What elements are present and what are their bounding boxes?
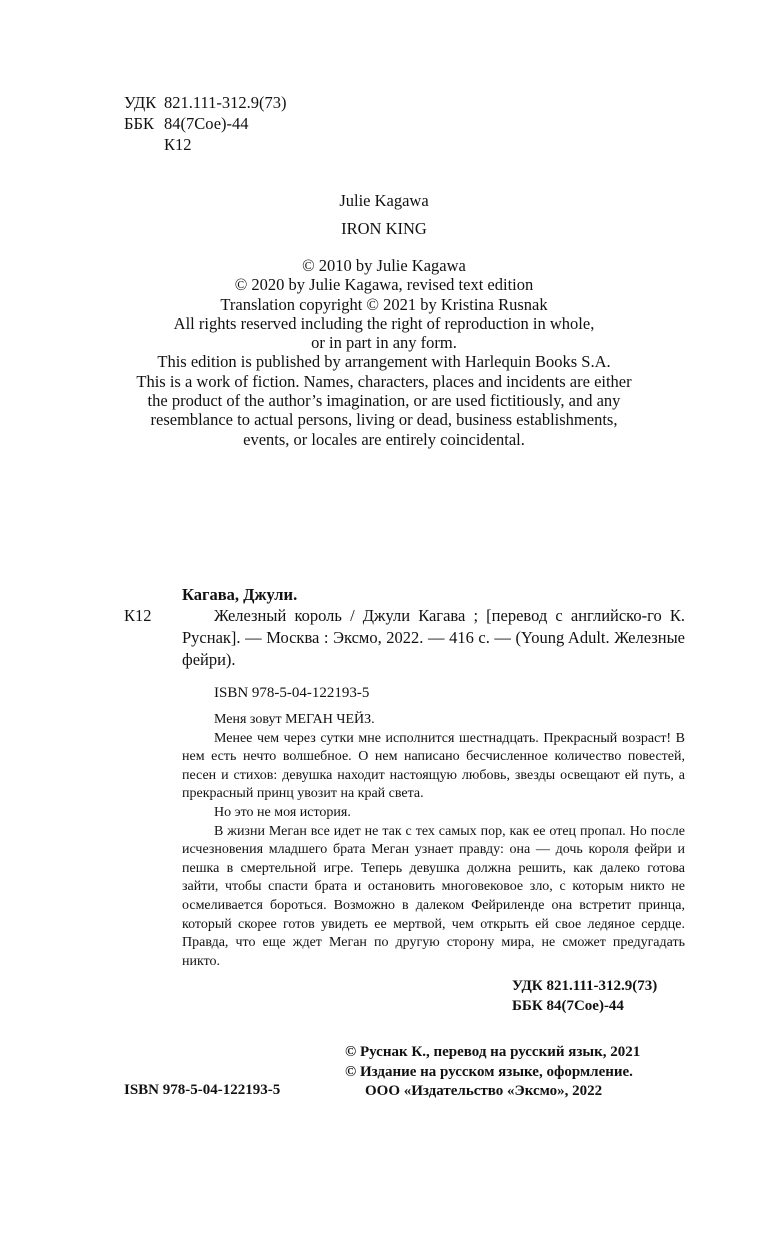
original-author: Julie Kagawa [339, 191, 429, 210]
copyright-line: This is a work of fiction. Names, characters, places and incidents are either [136, 371, 632, 391]
annotation-paragraph: Менее чем через сутки мне исполнится шестнадцать. Прекрасный возраст! В нем есть нечто волшебное. О нем написано бесчисленное количество повестей, песен и стихов: девушка находит настоящую любовь, звезды освещают ей путь, а прекрасный принц увозит на край света. [182, 730, 685, 802]
author-sign: К12 [164, 135, 192, 154]
copyright-line: © 2020 by Julie Kagawa, revised text edition [234, 275, 534, 295]
copyright-line: This edition is published by arrangement with Harlequin Books S.A. [157, 352, 611, 372]
udk-row [124, 92, 287, 113]
publisher-copyright-line: ООО «Издательство «Эксмо», 2022 [365, 1083, 603, 1099]
biblio-description [182, 605, 685, 671]
copyright-line: All rights reserved including the right of reproduction in whole, [173, 313, 595, 333]
biblio-isbn: ISBN 978-5-04-122193-5 [214, 685, 370, 701]
classification-codes [124, 92, 287, 155]
footer-isbn: ISBN 978-5-04-122193-5 [124, 1082, 281, 1098]
publisher-copyright [345, 1043, 640, 1102]
annotation-paragraph: В жизни Меган все идет не так с тех самых пор, как ее отец пропал. Но после исчезновения младшего брата Меган узнает правду: она — дочь короля фейри и пешка в смертельной игре. Теперь девушка должна решить, как далеко готова зайти, чтобы спасти брата и остановить многовековое зло, с которым никто не осмеливается бороться. Возможно в далеком Фейриленде она встретит принца, который скорее готов увидеть ее мертвой, чем открыть ей свое ледяное сердце. Правда, что еще ждет Меган по другую сторону мира, не сможет предугадать никто. [182, 823, 685, 969]
original-title: IRON KING [341, 219, 427, 238]
biblio-author-heading: Кагава, Джули. [182, 585, 298, 604]
udk-value: 821.111-312.9(73) [164, 93, 287, 112]
publisher-copyright-line: © Издание на русском языке, оформление. [345, 1063, 633, 1080]
copyright-line: the product of the author’s imagination, or are used fictitiously, and any [147, 391, 621, 411]
bbk-value: 84(7Сое)-44 [164, 114, 249, 133]
biblio-author-sign: К12 [124, 606, 152, 625]
copyright-line: events, or locales are entirely coincidental. [243, 429, 525, 449]
biblio-description-text: Железный король / Джули Кагава ; [перевод с английско-го К. Руснак]. — Москва : Эксмо, 2022. — 416 с. — (Young Adult. Железные фейри). [182, 606, 685, 669]
english-copyright-block [0, 256, 768, 449]
footer-bbk: ББК 84(7Сое)-44 [512, 998, 624, 1014]
annotation-paragraph: Меня зовут МЕГАН ЧЕЙЗ. [214, 712, 375, 727]
bbk-label: ББК [124, 114, 154, 133]
annotation-paragraph: Но это не моя история. [214, 804, 351, 820]
copyright-line: resemblance to actual persons, living or dead, business establishments, [150, 410, 618, 430]
footer-udk: УДК 821.111-312.9(73) [512, 978, 658, 994]
footer-classification [512, 976, 657, 1016]
copyright-line: © 2010 by Julie Kagawa [302, 256, 466, 275]
copyright-line: or in part in any form. [311, 333, 457, 353]
udk-label: УДК [124, 93, 157, 112]
publisher-copyright-line: © Руснак К., перевод на русский язык, 2021 [345, 1044, 641, 1060]
annotation [182, 711, 685, 971]
copyright-line: Translation copyright © 2021 by Kristina Rusnak [220, 294, 548, 314]
bbk-row [124, 113, 287, 134]
